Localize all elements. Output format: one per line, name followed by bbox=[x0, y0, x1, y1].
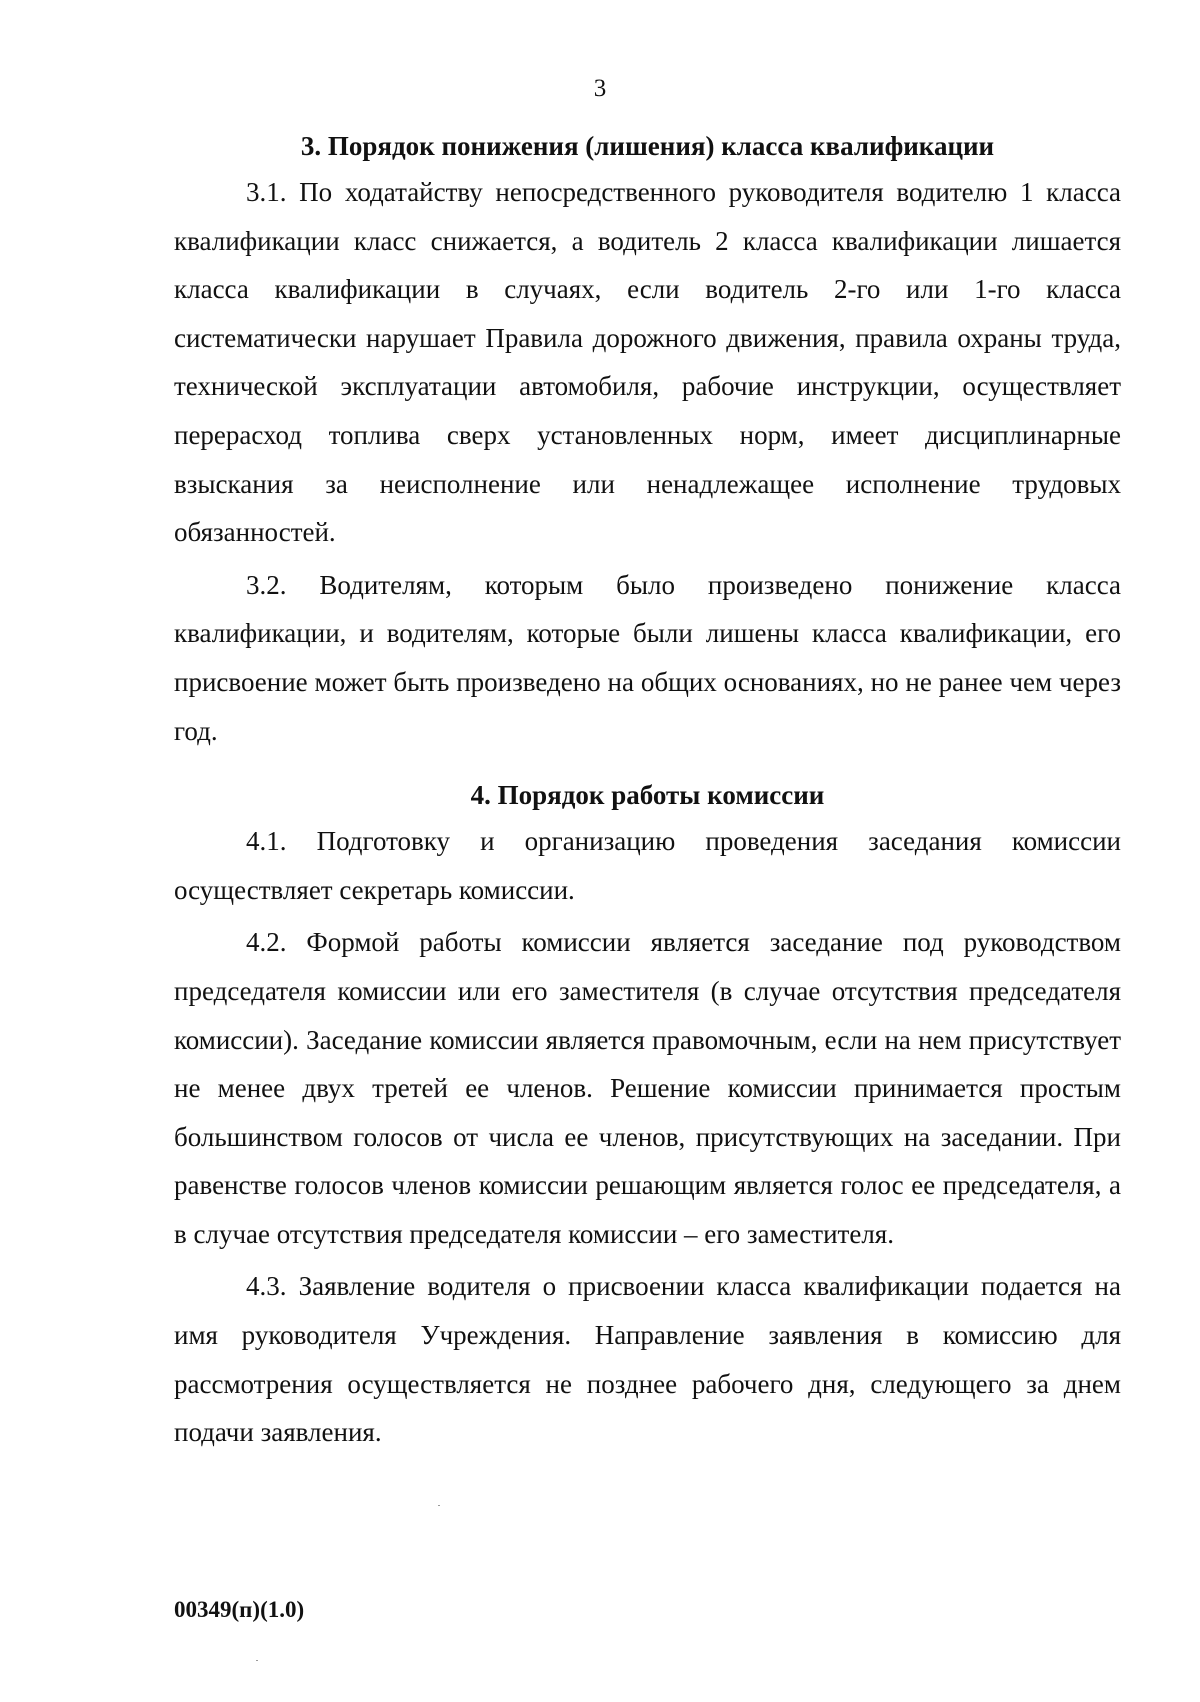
scan-speck bbox=[256, 1660, 258, 1661]
paragraph-3-2: 3.2. Водителям, которым было произведено понижение класса квалификации, и водителям, которые были лишены класса квалификации, его присвоение может быть произведено на общих основаниях, но не ранее чем через год. bbox=[174, 569, 1121, 746]
page-number: 3 bbox=[593, 75, 607, 102]
paragraph-4-2: 4.2. Формой работы комиссии является заседание под руководством председателя комиссии или его заместителя (в случае отсутствия председателя комиссии). Заседание комиссии является правомочным, если на нем присутствует не менее двух третей ее членов. Решение комиссии принимается простым большинством голосов от числа ее членов, присутствующих на заседании. При равенстве голосов членов комиссии решающим является голос ее председателя, а в случае отсутствия председателя комиссии – его заместителя. bbox=[174, 927, 1121, 1249]
paragraph-3-1: 3.1. По ходатайству непосредственного руководителя водителю 1 класса квалификации класс снижается, а водитель 2 класса квалификации лишается класса квалификации в случаях, если водитель 2-го или 1-го класса систематически нарушает Правила дорожного движения, правила охраны труда, технической эксплуатации автомобиля, рабочие инструкции, осуществляет перерасход топлива сверх установленных норм, имеет дисциплинарные взыскания за неисполнение или ненадлежащее исполнение трудовых обязанностей. bbox=[174, 177, 1121, 548]
document-code: 00349(п)(1.0) bbox=[174, 1597, 305, 1622]
paragraph-4-1: 4.1. Подготовку и организацию проведения заседания комиссии осуществляет секретарь комиссии. bbox=[174, 826, 1121, 905]
document-body bbox=[174, 124, 1121, 1461]
scan-speck bbox=[438, 1505, 440, 1506]
section-4-heading: 4. Порядок работы комиссии bbox=[470, 780, 825, 811]
section-3-heading: 3. Порядок понижения (лишения) класса квалификации bbox=[300, 131, 995, 161]
section-divider-space bbox=[174, 759, 1121, 773]
paragraph-4-3: 4.3. Заявление водителя о присвоении класса квалификации подается на имя руководителя Учреждения. Направление заявления в комиссию для рассмотрения осуществляется не позднее рабочего дня, следующего за днем подачи заявления. bbox=[174, 1271, 1121, 1448]
